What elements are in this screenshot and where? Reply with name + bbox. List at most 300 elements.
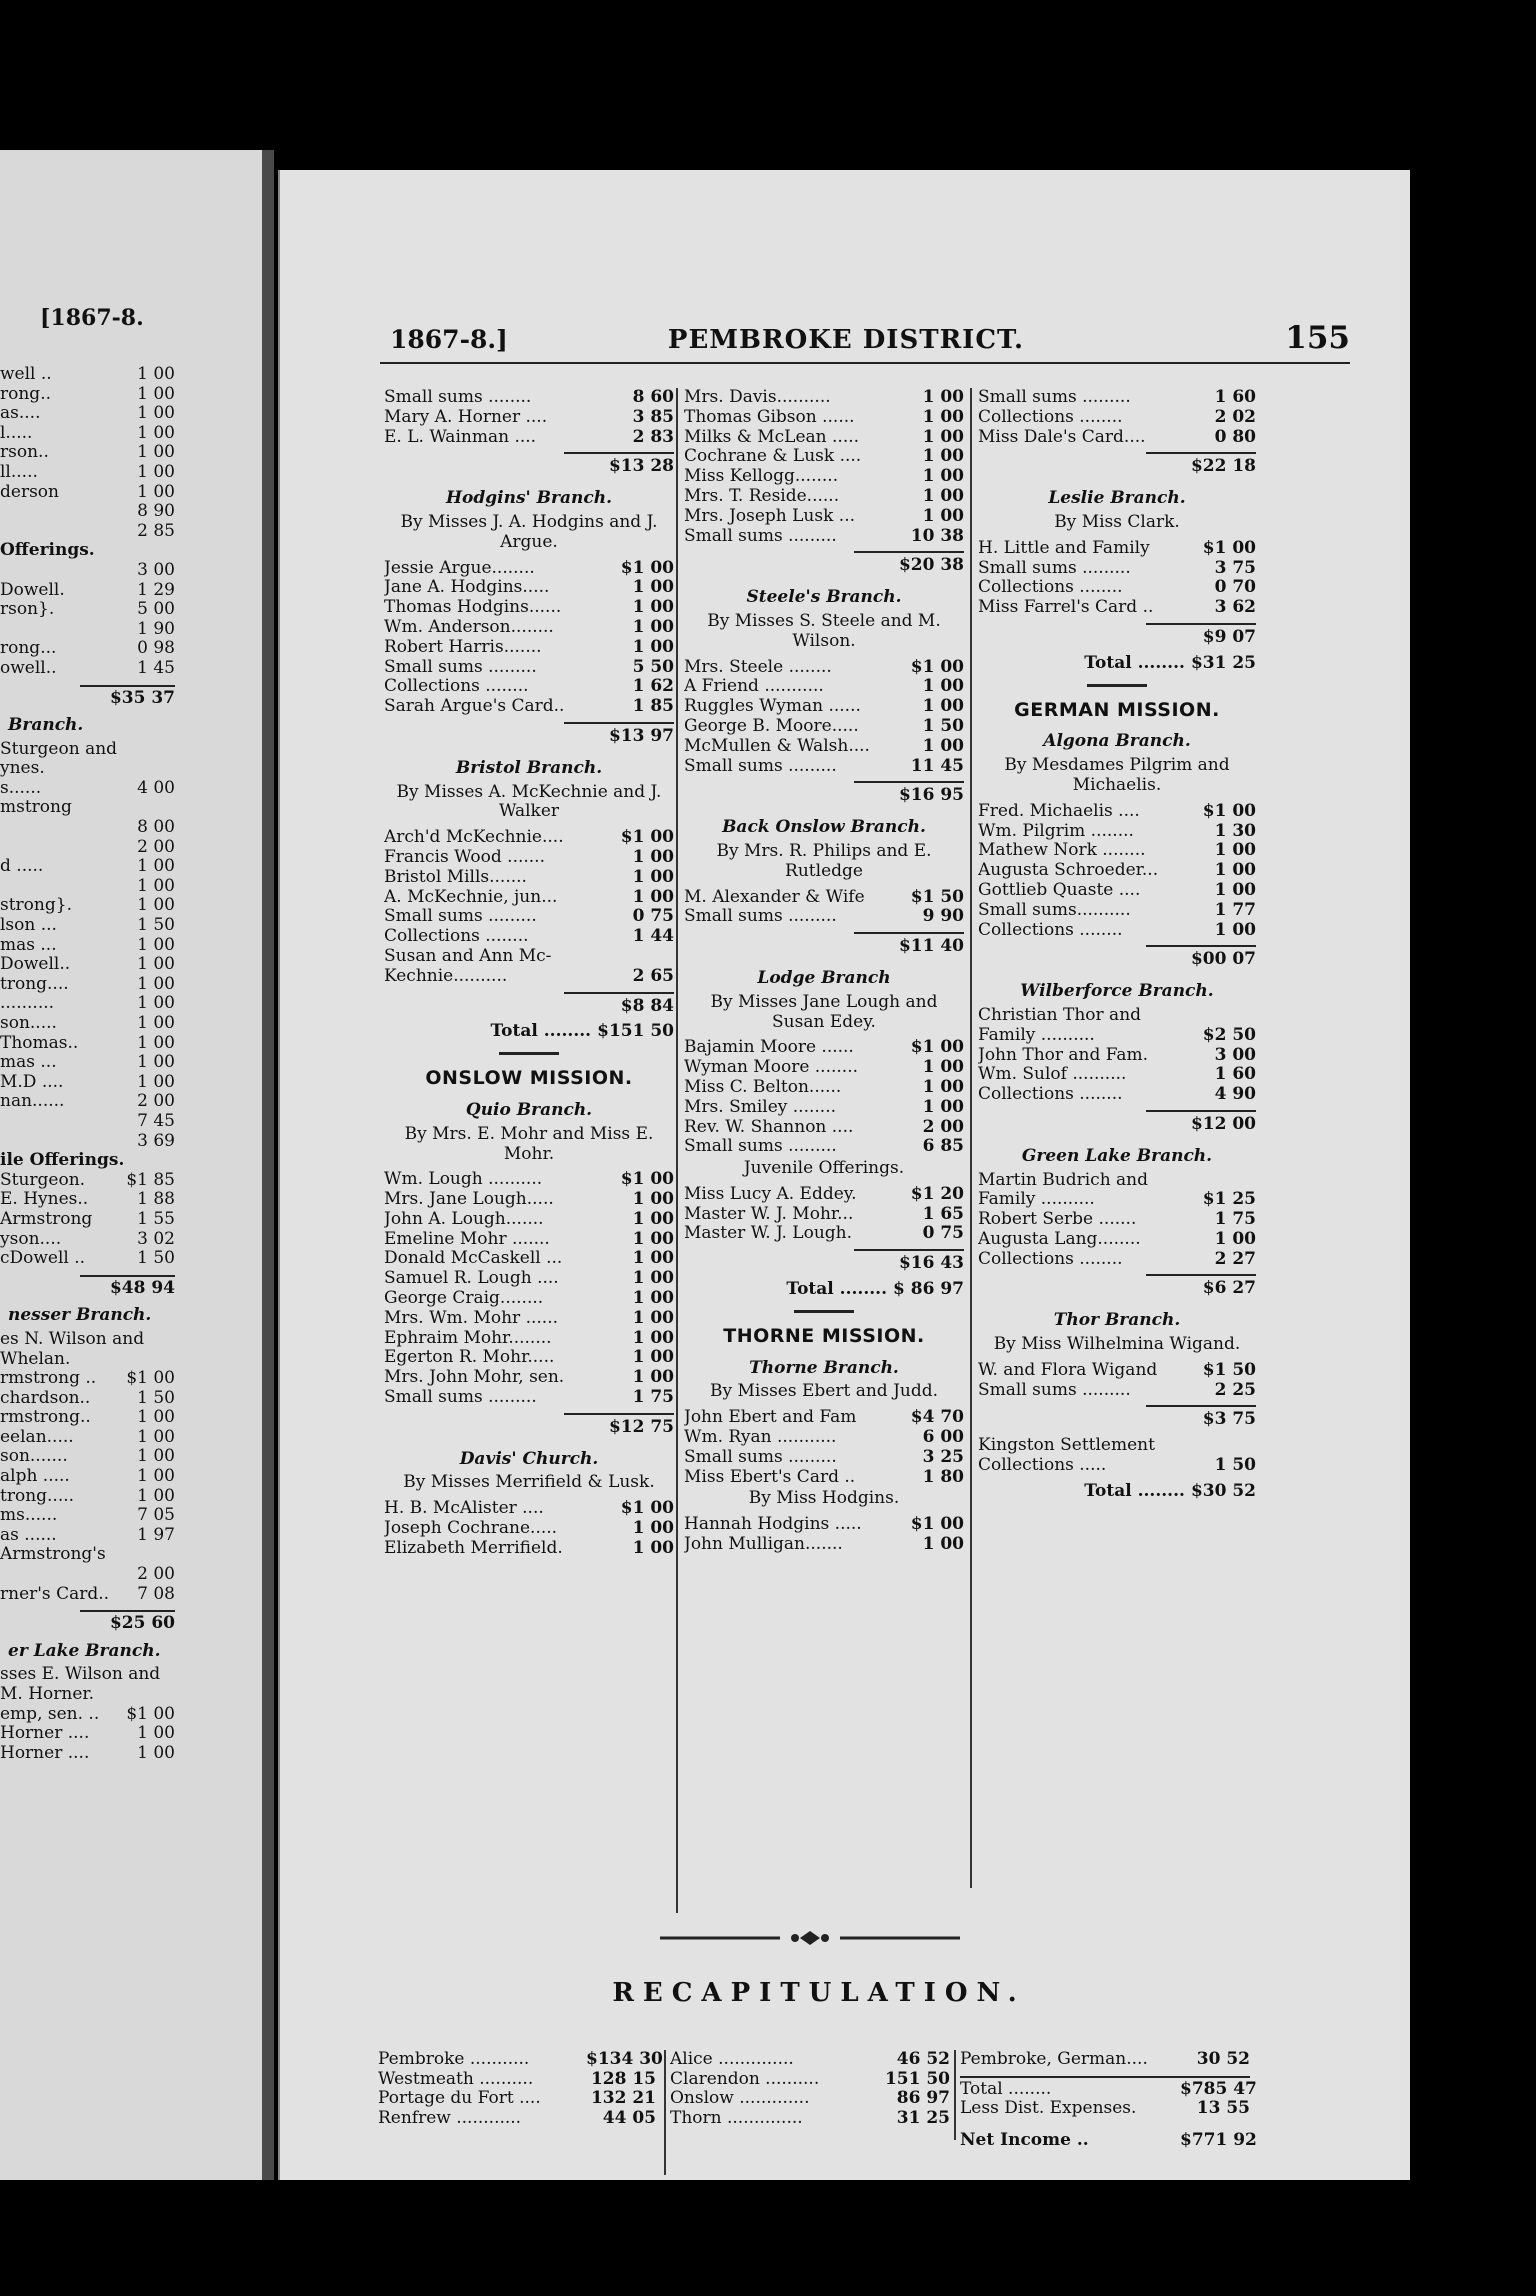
entry-name: .......... <box>0 993 55 1014</box>
subtotal: $8 84 <box>564 992 674 1017</box>
entry-amount: $1 00 <box>126 1703 175 1724</box>
ledger-row <box>0 994 175 1014</box>
ledger-row <box>0 1190 175 1210</box>
entry-amount: 1 00 <box>922 446 964 467</box>
recap-label: Portage du Fort .... <box>378 2088 541 2109</box>
entry-amount: 1 50 <box>922 715 964 736</box>
entry-amount: $4 70 <box>910 1407 964 1428</box>
entry-amount: 4 00 <box>137 777 175 798</box>
ledger-row <box>684 428 964 448</box>
entry-name: as ...... <box>0 1524 57 1545</box>
entry-amount: 2 25 <box>1214 1379 1256 1400</box>
entry-amount: 1 00 <box>632 1347 674 1368</box>
recap-divider <box>954 2050 956 2140</box>
entry-name: H. B. McAlister .... <box>384 1499 544 1519</box>
entry-name: Robert Harris....... <box>384 637 542 657</box>
recap-label: Westmeath .......... <box>378 2068 534 2089</box>
ledger-row <box>0 404 175 424</box>
entry-name: Small sums ........ <box>384 388 532 407</box>
ledger-row <box>0 1506 175 1526</box>
entry-name: Miss Dale's Card.... <box>978 427 1146 447</box>
mission-heading: THORNE MISSION. <box>723 1324 925 1347</box>
ledger-row <box>0 463 175 483</box>
ledger-row <box>0 483 175 503</box>
ledger-row <box>684 1205 964 1225</box>
ledger-row <box>684 527 964 547</box>
entry-name: Small sums ......... <box>684 1447 837 1467</box>
entry-name: Jessie Argue........ <box>384 558 535 578</box>
ledger-row <box>0 385 175 405</box>
entry-amount: 1 60 <box>1214 1064 1256 1085</box>
ledger-row <box>978 901 1256 921</box>
recap-row <box>960 2129 1257 2151</box>
entry-name: Family .......... <box>978 1025 1095 1045</box>
entry-name: derson <box>0 481 59 502</box>
entry-name: Miss Ebert's Card .. <box>684 1467 856 1487</box>
entry-name: E. L. Wainman .... <box>384 427 537 447</box>
ledger-row <box>0 620 175 640</box>
ledger-row <box>0 936 175 956</box>
ledger-row <box>978 841 1256 861</box>
recap-label: Renfrew ............ <box>378 2107 522 2128</box>
entry-name: Small sums ......... <box>684 907 837 927</box>
recap-label: Thorn .............. <box>670 2107 803 2128</box>
entry-name: mstrong <box>0 797 72 818</box>
total-row <box>684 1280 964 1300</box>
entry-amount: 1 00 <box>137 934 175 955</box>
ledger-row <box>0 1545 175 1565</box>
entry-amount: 1 00 <box>137 1446 175 1467</box>
entry-name: ms...... <box>0 1505 58 1526</box>
ledger-row <box>684 1448 964 1468</box>
branch-heading: Algona Branch. <box>1043 731 1191 752</box>
entry-amount: 2 83 <box>632 426 674 447</box>
collector-line: By Miss Hodgins. <box>748 1488 900 1509</box>
recap-row <box>960 2076 1257 2100</box>
total-amount: $ 86 97 <box>893 1279 964 1300</box>
entry-name: John Ebert and Fam <box>684 1408 857 1428</box>
ledger-row <box>0 365 175 385</box>
ledger-row <box>684 507 964 527</box>
entry-amount: 0 98 <box>137 638 175 659</box>
entry-name: Robert Serbe ....... <box>978 1210 1137 1230</box>
ledger-row <box>0 896 175 916</box>
book-page <box>278 170 1410 2180</box>
ledger-row <box>684 1058 964 1078</box>
entry-amount: $1 00 <box>620 827 674 848</box>
collector-line: By Misses J. A. Hodgins and J. Argue. <box>400 511 658 552</box>
ledger-row <box>978 428 1256 448</box>
entry-amount: 1 00 <box>137 875 175 896</box>
entry-amount: 1 00 <box>137 1052 175 1073</box>
ledger-row <box>384 1348 674 1368</box>
entry-name: emp, sen. .. <box>0 1703 100 1724</box>
entry-amount: $1 00 <box>910 656 964 677</box>
entry-amount: 1 00 <box>922 1096 964 1117</box>
entry-amount: 5 00 <box>137 599 175 620</box>
entry-name: Small sums ......... <box>684 756 837 776</box>
ledger-row <box>0 581 175 601</box>
ledger-row <box>978 598 1256 618</box>
entry-amount: 1 00 <box>1214 879 1256 900</box>
entry-name: son....... <box>0 1446 68 1467</box>
ornamental-divider <box>660 1930 960 1946</box>
entry-amount: $1 00 <box>620 1169 674 1190</box>
entry-name: Mrs. Jane Lough..... <box>384 1190 554 1210</box>
entry-name: Small sums ......... <box>684 1137 837 1157</box>
ledger-row <box>684 1078 964 1098</box>
entry-name: Horner .... <box>0 1742 90 1763</box>
entry-name: Mrs. Wm. Mohr ...... <box>384 1308 559 1328</box>
entry-amount: 1 00 <box>137 895 175 916</box>
entry-name: Small sums ......... <box>384 657 537 677</box>
entry-name: rner's Card.. <box>0 1583 110 1604</box>
subtotal: $35 37 <box>80 685 175 709</box>
entry-amount: 1 45 <box>137 657 175 678</box>
entry-amount: 1 00 <box>137 993 175 1014</box>
entry-name: Sarah Argue's Card.. <box>384 697 565 717</box>
subtotal: $3 75 <box>1146 1405 1256 1430</box>
ledger-row <box>684 447 964 467</box>
entry-name: Augusta Schroeder... <box>978 861 1159 881</box>
entry-name: Susan and Ann Mc- <box>384 946 552 966</box>
ledger-row <box>684 1185 964 1205</box>
entry-name: trong.... <box>0 973 69 994</box>
entry-amount: 1 00 <box>137 856 175 877</box>
running-head-title: PEMBROKE DISTRICT. <box>667 325 1025 355</box>
ledger-row <box>684 1224 964 1244</box>
entry-amount: 1 00 <box>137 1013 175 1033</box>
branch-heading: Steele's Branch. <box>746 587 902 608</box>
entry-amount: $1 00 <box>910 1037 964 1058</box>
subtotal: $00 07 <box>1146 945 1256 970</box>
recap-amount: $134 30 <box>586 2049 663 2069</box>
entry-name: Armstrong <box>0 1208 93 1229</box>
entry-amount: 1 00 <box>137 1071 175 1092</box>
ledger-row <box>978 408 1256 428</box>
recap-amount: 31 25 <box>896 2107 950 2128</box>
total-label: Total ........ <box>1084 1480 1185 1501</box>
entry-amount: 2 85 <box>137 520 175 541</box>
ledger-row <box>978 539 1256 559</box>
entry-amount: 7 05 <box>137 1505 175 1526</box>
entry-name: yson.... <box>0 1228 62 1249</box>
ledger-row <box>384 828 674 848</box>
column-2 <box>684 388 964 1555</box>
collector-line: By Mrs. E. Mohr and Miss E. Mohr. <box>404 1123 654 1164</box>
collector-line: By Misses Ebert and Judd. <box>710 1381 938 1402</box>
entry-amount: 1 00 <box>137 422 175 443</box>
ledger-row <box>978 1361 1256 1381</box>
subtotal: $6 27 <box>1146 1274 1256 1299</box>
entry-name: lson ... <box>0 915 57 936</box>
ledger-row <box>978 1456 1256 1476</box>
entry-name: trong..... <box>0 1485 75 1506</box>
entry-amount: 1 00 <box>632 1189 674 1210</box>
collector-line: By Misses Jane Lough and Susan Edey. <box>710 991 938 1032</box>
entry-amount: 1 29 <box>137 579 175 600</box>
entry-amount: $1 50 <box>910 886 964 907</box>
ledger-row <box>384 1289 674 1309</box>
ledger-row <box>0 1408 175 1428</box>
ledger-row <box>0 1092 175 1112</box>
branch-heading: Davis' Church. <box>459 1448 599 1469</box>
branch-heading: Wilberforce Branch. <box>1020 981 1214 1002</box>
entry-name: well .. <box>0 364 52 384</box>
entry-amount: 1 00 <box>922 676 964 697</box>
entry-amount: 1 00 <box>632 1537 674 1558</box>
ledger-row <box>384 638 674 658</box>
entry-name: Wm. Lough .......... <box>384 1170 543 1190</box>
recap-row <box>670 2089 950 2109</box>
ledger-row <box>384 967 674 987</box>
ledger-row <box>0 1350 175 1370</box>
ledger-row <box>0 1685 175 1705</box>
entry-name: alph ..... <box>0 1466 70 1487</box>
ledger-row <box>0 1034 175 1054</box>
entry-amount: 0 70 <box>1214 577 1256 598</box>
entry-name: Samuel R. Lough .... <box>384 1269 559 1289</box>
entry-amount: $1 00 <box>620 557 674 578</box>
ledger-row <box>384 1519 674 1539</box>
entry-amount: 6 85 <box>922 1136 964 1157</box>
ledger-row <box>384 697 674 717</box>
entry-name: Collections ........ <box>978 578 1123 598</box>
entry-amount: 8 90 <box>137 501 175 522</box>
branch-heading: Back Onslow Branch. <box>722 817 926 838</box>
ledger-row <box>978 1381 1256 1401</box>
entry-amount: $1 25 <box>1202 1189 1256 1210</box>
entry-name: Egerton R. Mohr..... <box>384 1348 555 1368</box>
recap-label: Net Income .. <box>960 2129 1089 2150</box>
ledger-row <box>0 1585 175 1605</box>
entry-name: Dowell. <box>0 579 65 600</box>
column-3 <box>978 388 1256 1510</box>
entry-amount: 1 00 <box>137 364 175 384</box>
entry-name: as.... <box>0 403 41 424</box>
ledger-row <box>684 1408 964 1428</box>
branch-heading: er Lake Branch. <box>8 1640 161 1661</box>
branch-heading: Thor Branch. <box>1053 1310 1181 1331</box>
ledger-row <box>684 1535 964 1555</box>
entry-name: Thomas Hodgins...... <box>384 598 562 618</box>
ledger-row <box>978 1085 1256 1105</box>
ledger-row <box>0 502 175 522</box>
entry-name: rong... <box>0 638 57 659</box>
entry-name: Thomas Gibson ...... <box>684 407 855 427</box>
entry-name: John Thor and Fam. <box>978 1045 1149 1065</box>
ledger-row <box>0 1665 175 1685</box>
entry-amount: 1 00 <box>137 1466 175 1487</box>
collector-line: By Misses Merrifield & Lusk. <box>403 1472 655 1493</box>
ledger-row <box>0 1249 175 1269</box>
ledger-row <box>0 1428 175 1448</box>
recap-label: Pembroke ........... <box>378 2049 530 2069</box>
entry-name: rson}. <box>0 599 55 620</box>
entry-amount: 1 00 <box>137 1032 175 1053</box>
total-label: Total ........ <box>786 1279 888 1300</box>
entry-name: H. Little and Family <box>978 538 1150 558</box>
entry-amount: 1 00 <box>922 387 964 407</box>
entry-name: Mrs. T. Reside...... <box>684 486 840 506</box>
branch-heading: nesser Branch. <box>8 1305 152 1326</box>
ledger-row <box>684 1098 964 1118</box>
ledger-row <box>0 443 175 463</box>
recap-label: Alice .............. <box>670 2049 794 2069</box>
entry-amount: 2 00 <box>137 1564 175 1585</box>
ledger-row <box>978 802 1256 822</box>
ledger-row <box>978 1230 1256 1250</box>
entry-amount: 1 50 <box>137 1248 175 1269</box>
ledger-row <box>0 1526 175 1546</box>
entry-name: Miss Lucy A. Eddey. <box>684 1184 857 1204</box>
entry-amount: 1 00 <box>137 1485 175 1506</box>
column-divider <box>676 388 678 1913</box>
entry-name: ynes. <box>0 758 45 779</box>
entry-name: Wm. Sulof .......... <box>978 1065 1127 1085</box>
total-label: Total ........ <box>490 1021 592 1042</box>
ledger-row <box>384 598 674 618</box>
ledger-row <box>384 1170 674 1190</box>
ledger-row <box>384 1269 674 1289</box>
entry-name: Ephraim Mohr........ <box>384 1328 552 1348</box>
entry-name: eelan..... <box>0 1426 74 1447</box>
recap-amount: 30 52 <box>1196 2049 1250 2069</box>
entry-name: George Craig........ <box>384 1289 544 1309</box>
entry-name: Wm. Pilgrim ........ <box>978 821 1134 841</box>
ledger-row <box>384 618 674 638</box>
entry-name: Small sums ......... <box>978 388 1131 407</box>
entry-amount: 10 38 <box>910 525 964 546</box>
ledger-row <box>978 578 1256 598</box>
entry-amount: $2 50 <box>1202 1024 1256 1045</box>
entry-amount: $1 00 <box>620 1498 674 1519</box>
recap-amount: $771 92 <box>1180 2129 1257 2150</box>
entry-name: Collections ........ <box>384 927 529 947</box>
entry-amount: 1 00 <box>632 1307 674 1328</box>
ledger-row <box>0 1171 175 1191</box>
entry-amount: 1 00 <box>137 1426 175 1447</box>
branch-heading: Lodge Branch <box>757 967 891 988</box>
recap-row <box>670 2070 950 2090</box>
recap-row <box>378 2109 656 2129</box>
entry-amount: 1 00 <box>632 616 674 637</box>
entry-amount: 1 97 <box>137 1524 175 1545</box>
ledger-row <box>684 757 964 777</box>
entry-name: Bristol Mills....... <box>384 867 527 887</box>
entry-name: owell.. <box>0 657 57 678</box>
entry-amount: 1 00 <box>632 597 674 618</box>
subtotal: $25 60 <box>80 1610 175 1634</box>
ledger-row <box>978 1436 1256 1456</box>
entry-amount: $1 85 <box>126 1169 175 1190</box>
subtotal: $9 07 <box>1146 623 1256 648</box>
entry-name: Small sums ......... <box>684 526 837 546</box>
ledger-row <box>384 888 674 908</box>
ledger-row <box>0 838 175 858</box>
entry-name: Thomas.. <box>0 1032 79 1053</box>
entry-amount: $1 00 <box>1202 537 1256 558</box>
ledger-row <box>384 927 674 947</box>
recap-amount: 44 05 <box>602 2107 656 2128</box>
recap-amount: 46 52 <box>896 2049 950 2069</box>
ledger-row <box>978 822 1256 842</box>
branch-heading: Leslie Branch. <box>1048 488 1186 509</box>
entry-amount: 3 00 <box>1214 1044 1256 1065</box>
entry-amount: 1 00 <box>137 973 175 994</box>
ledger-row <box>0 779 175 799</box>
entry-amount: 6 00 <box>922 1427 964 1448</box>
entry-name: nan...... <box>0 1091 65 1112</box>
ledger-row <box>684 388 964 408</box>
entry-name: sses E. Wilson and <box>0 1664 161 1685</box>
ledger-row <box>0 916 175 936</box>
recap-row <box>378 2089 656 2109</box>
entry-amount: 2 00 <box>137 1091 175 1112</box>
header-rule <box>380 362 1350 364</box>
entry-name: Christian Thor and <box>978 1005 1142 1025</box>
entry-name: Master W. J. Lough. <box>684 1224 853 1244</box>
collector-line: By Miss Clark. <box>1054 511 1180 532</box>
entry-amount: 1 88 <box>137 1189 175 1210</box>
entry-name: Master W. J. Mohr... <box>684 1204 854 1224</box>
ledger-row <box>384 1309 674 1329</box>
entry-name: Wm. Anderson........ <box>384 617 554 637</box>
recap-amount: 128 15 <box>590 2068 656 2089</box>
entry-amount: 0 80 <box>1214 426 1256 447</box>
entry-name: Kechnie.......... <box>384 966 508 986</box>
entry-amount: 2 02 <box>1214 406 1256 427</box>
subtotal: $13 97 <box>564 722 674 747</box>
recap-label: Pembroke, German.... <box>960 2049 1148 2069</box>
subtotal: $16 43 <box>854 1249 964 1274</box>
entry-name: Small sums.......... <box>978 900 1131 920</box>
ledger-row <box>384 1539 674 1559</box>
entry-amount: 1 80 <box>922 1466 964 1487</box>
entry-amount: 1 00 <box>922 696 964 717</box>
entry-name: rong.. <box>0 383 51 404</box>
entry-amount: 1 00 <box>137 1407 175 1428</box>
ledger-row <box>0 659 175 679</box>
subtotal: $22 18 <box>1146 452 1256 477</box>
ledger-row <box>384 868 674 888</box>
subtotal: $13 28 <box>564 452 674 477</box>
entry-amount: 1 00 <box>137 481 175 502</box>
ledger-row <box>0 1369 175 1389</box>
entry-name: Mrs. John Mohr, sen. <box>384 1368 565 1388</box>
ledger-row <box>0 1705 175 1725</box>
ledger-row <box>0 1389 175 1409</box>
ledger-row <box>384 388 674 408</box>
branch-heading: Green Lake Branch. <box>1021 1145 1213 1166</box>
entry-name: Hannah Hodgins ..... <box>684 1515 862 1535</box>
recap-amount: 86 97 <box>896 2088 950 2109</box>
entry-name: George B. Moore..... <box>684 716 859 736</box>
ledger-row <box>978 1065 1256 1085</box>
ledger-row <box>978 1006 1256 1026</box>
ledger-row <box>684 717 964 737</box>
ledger-row <box>684 737 964 757</box>
branch-heading: Thorne Branch. <box>749 1357 899 1378</box>
entry-name: Emeline Mohr ....... <box>384 1229 550 1249</box>
previous-page-column <box>0 365 175 1763</box>
entry-amount: 1 00 <box>632 1327 674 1348</box>
entry-name: es N. Wilson and <box>0 1328 145 1349</box>
entry-name: Arch'd McKechnie.... <box>384 828 564 848</box>
ledger-row <box>978 881 1256 901</box>
recap-amount: $785 47 <box>1180 2078 1257 2099</box>
entry-name: Martin Budrich and <box>978 1170 1149 1190</box>
